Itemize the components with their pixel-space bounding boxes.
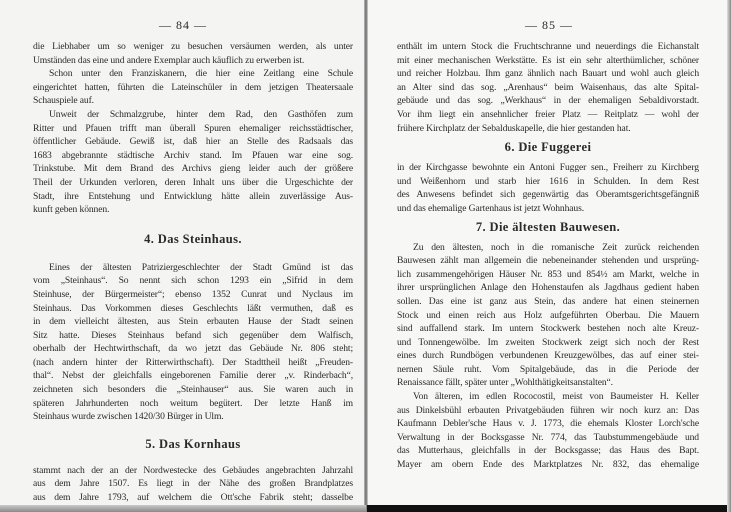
text-line: thal“. Nebst der gleichfalls eingeborenen Familie derer „v. Rinderbach“, (33, 370, 353, 382)
text-line: Sitz hatte. Dieses Steinhaus befand sich gegenüber dem Walfisch, (33, 329, 353, 341)
text-line: des Anwesens befindet sich gegenwärtig das Oberamtsgerichtsgefängniß (397, 189, 699, 201)
text-line: aus Dinkelsbühl erbauten Privatgebäuden führen wir noch kurz an: Das (397, 404, 699, 416)
paragraph (33, 108, 353, 217)
text-line: kunft geben können. (33, 204, 110, 216)
page-edge (0, 505, 366, 512)
text-line: Steinhaus. Das Vorkommen dieses Geschlechts läßt vermuthen, daß es (33, 302, 353, 314)
paragraph (33, 261, 353, 424)
text-line: und Tonnengewölbe. Im zweiten Stockwerk zeigt sich noch der Rest (397, 336, 699, 348)
paragraph (397, 40, 699, 135)
text-line: aus dem Jahre 1507. Es liegt in der Nähe des großen Brandplatzes (33, 478, 353, 490)
text-line: und Weißenhorn und starb hier 1616 in Schulden. In dem Rest (397, 175, 699, 187)
text-line: nernen Säule ruht. Vom Spitalgebäude, das in die Periode der (397, 363, 699, 375)
page-number: — 85 — (525, 18, 573, 32)
text-line: Ritter und Pfauen trifft man überall Spuren ehemaliger reichsstädtischer, (33, 122, 353, 134)
text-line: Von älteren, im edlen Rococostil, meist von Baumeister H. Keller (413, 391, 699, 403)
text-line: gebäude und das sog. „Werkhaus“ in der ehemaligen Sebaldivorstadt. (397, 95, 699, 107)
section-heading: 4. Das Steinhaus. (144, 231, 242, 246)
text-line: sollen. Das eine ist ganz aus Stein, das andere hat einen steinernen (397, 295, 699, 307)
page-edge (367, 505, 731, 512)
text-line: Kaufmann Debler'sche Haus v. J. 1773, die ehemals Kloster Lorch'sche (397, 418, 699, 430)
text-line: lich zusammengehörigen Häuser Nr. 853 und 854½ am Markt, welche in (397, 268, 699, 280)
text-line: Umständen das eine und andere Exemplar auch käuflich zu erwerben ist. (33, 54, 305, 66)
text-line: 1683 abgebrannte städtische Archiv stand. Im Pfauen war eine sog. (33, 149, 353, 161)
left-page (0, 0, 366, 505)
text-line: Stadt, ihre Entstehung und Entwicklung hätte allein zuverlässige Aus- (33, 190, 353, 202)
text-line: Verwaltung in der Bocksgasse Nr. 774, das Taubstummengebäude und (397, 431, 699, 443)
text-line: eines durch Rundbögen verbundenen Kreuzgewölbes, das auf einer stei- (397, 350, 699, 362)
paragraph (33, 40, 353, 67)
page-number: — 84 — (159, 18, 207, 32)
text-line: Stock und einen reich aus Holz aufgeführten Oberbau. Die Mauern (397, 309, 699, 321)
text-line: an Alter sind das sog. „Arenhaus“ beim Waisenhaus, das alte Spital- (397, 81, 699, 93)
right-page (367, 0, 731, 505)
text-line: späteren Jahrhunderten noch weitum begütert. Der letzte Hanß im (33, 397, 353, 409)
text-line: Unweit der Schmalzgrube, hinter dem Rad, den Gasthöfen zum (49, 108, 353, 120)
text-line: das Mutterhaus, gleichfalls in der Bocksgasse; das Haus des Bapt. (397, 445, 699, 457)
text-line: in dem vielleicht ältesten, aus Stein erbauten Hause der Stadt seinen (33, 316, 353, 328)
text-line: (nach andern hinter der Ritterwirthschaft). Der Stadttheil heißt „Freuden- (33, 356, 353, 368)
text-line: in der Kirchgasse bewohnte ein Antoni Fugger sen., Freiherr zu Kirchberg (397, 162, 699, 174)
paragraph (397, 161, 699, 215)
text-line: Mayer am obern Ende des Marktplatzes Nr. 832, das ehemalige (397, 459, 699, 471)
text-line: enthält im untern Stock die Fruchtschranne und neuerdings die Eichanstalt (397, 41, 699, 52)
text-line: eingerichtet hatten, führten die Lateinschüler in dem jetzigen Theatersaale (33, 81, 353, 93)
text-line: Eines der ältesten Patriziergeschlechter der Stadt Gmünd ist das (49, 261, 353, 273)
text-line: und reicher Holzbau. Ihm ganz ähnlich nach Bauart und wohl auch gleich (397, 68, 699, 80)
text-line: Schauspiele auf. (33, 95, 94, 107)
text-line: Zu den ältesten, noch in die romanische Zeit zurück reichenden (413, 241, 699, 253)
page-text (33, 40, 353, 505)
text-line: frühere Kirchplatz der Sebalduskapelle, die hier gestanden hat. (397, 122, 631, 134)
text-line: Renaissance fällt, später unter „Wohlthätigkeitsanstalten“. (397, 377, 613, 389)
text-line: vom „Steinhaus“. So nennt sich schon 1293 ein „Sifrid in dem (33, 275, 353, 287)
text-line: sind auffallend stark. Im untern Stockwerk bestehen noch alte Kreuz- (397, 323, 699, 335)
book-gutter (364, 0, 368, 512)
section-heading: 6. Die Fuggerei (504, 140, 592, 155)
text-line: mit einer mechanischen Werkstätte. Es ist ein sehr alterthümlicher, schöner (397, 54, 699, 66)
page-edge (727, 0, 731, 512)
text-line: Vor ihm liegt ein ansehnlicher freier Platz — Reitplatz — wohl der (397, 108, 699, 120)
text-line: und das ehemalige Gartenhaus ist jetzt Wohnhaus. (397, 202, 584, 214)
text-line: aus dem Jahre 1793, auf welchem die Ott'sche Fabrik steht; dasselbe (33, 492, 353, 504)
text-line: Bauwesen zählt man allgemein die nebeneinander stehenden und ursprüng- (397, 255, 699, 267)
paragraph (397, 390, 699, 472)
text-line: zeichneten sich besonders die „Steinhauser“ aus. Sie waren auch in (33, 384, 353, 396)
text-line: die Liebhaber um so weniger zu besuchen versäumen werden, als unter (33, 41, 353, 52)
page-text (397, 40, 699, 472)
text-line: stammt nach der an der Nordwestecke des Gebäudes angebrachten Jahrzahl (33, 464, 353, 476)
paragraph (33, 464, 353, 505)
paragraph (33, 67, 353, 108)
section-heading: 7. Die ältesten Bauwesen. (475, 219, 621, 234)
text-line: Schon unter den Franziskanern, die hier eine Zeitlang eine Schule (49, 68, 353, 80)
text-line: Steinhuse, der Bürgermeister“; ebenso 1352 Cunrat und Nyclaus im (33, 288, 353, 300)
text-line: ihrer ursprünglichen Anlage den Hohenstaufen als Jagdhaus gedient haben (397, 282, 699, 294)
text-line: Steinhaus wurde zwischen 1420/30 Bürger in Ulm. (33, 411, 224, 423)
text-line: Trinkstube. Mit dem Brand des Archivs gieng leider auch der größere (33, 163, 353, 175)
paragraph (397, 241, 699, 391)
section-heading: 5. Das Kornhaus (145, 436, 241, 451)
text-line: öffentlicher Gebäude. Gewiß ist, daß hier an Stelle des Radsaals das (33, 136, 353, 148)
text-line: Theil der Urkunden verloren, deren Inhalt uns über die Urgeschichte der (33, 176, 353, 188)
text-line: oberhalb der Hechtwirthschaft, da wo jetzt das Gebäude Nr. 806 steht; (33, 343, 353, 355)
